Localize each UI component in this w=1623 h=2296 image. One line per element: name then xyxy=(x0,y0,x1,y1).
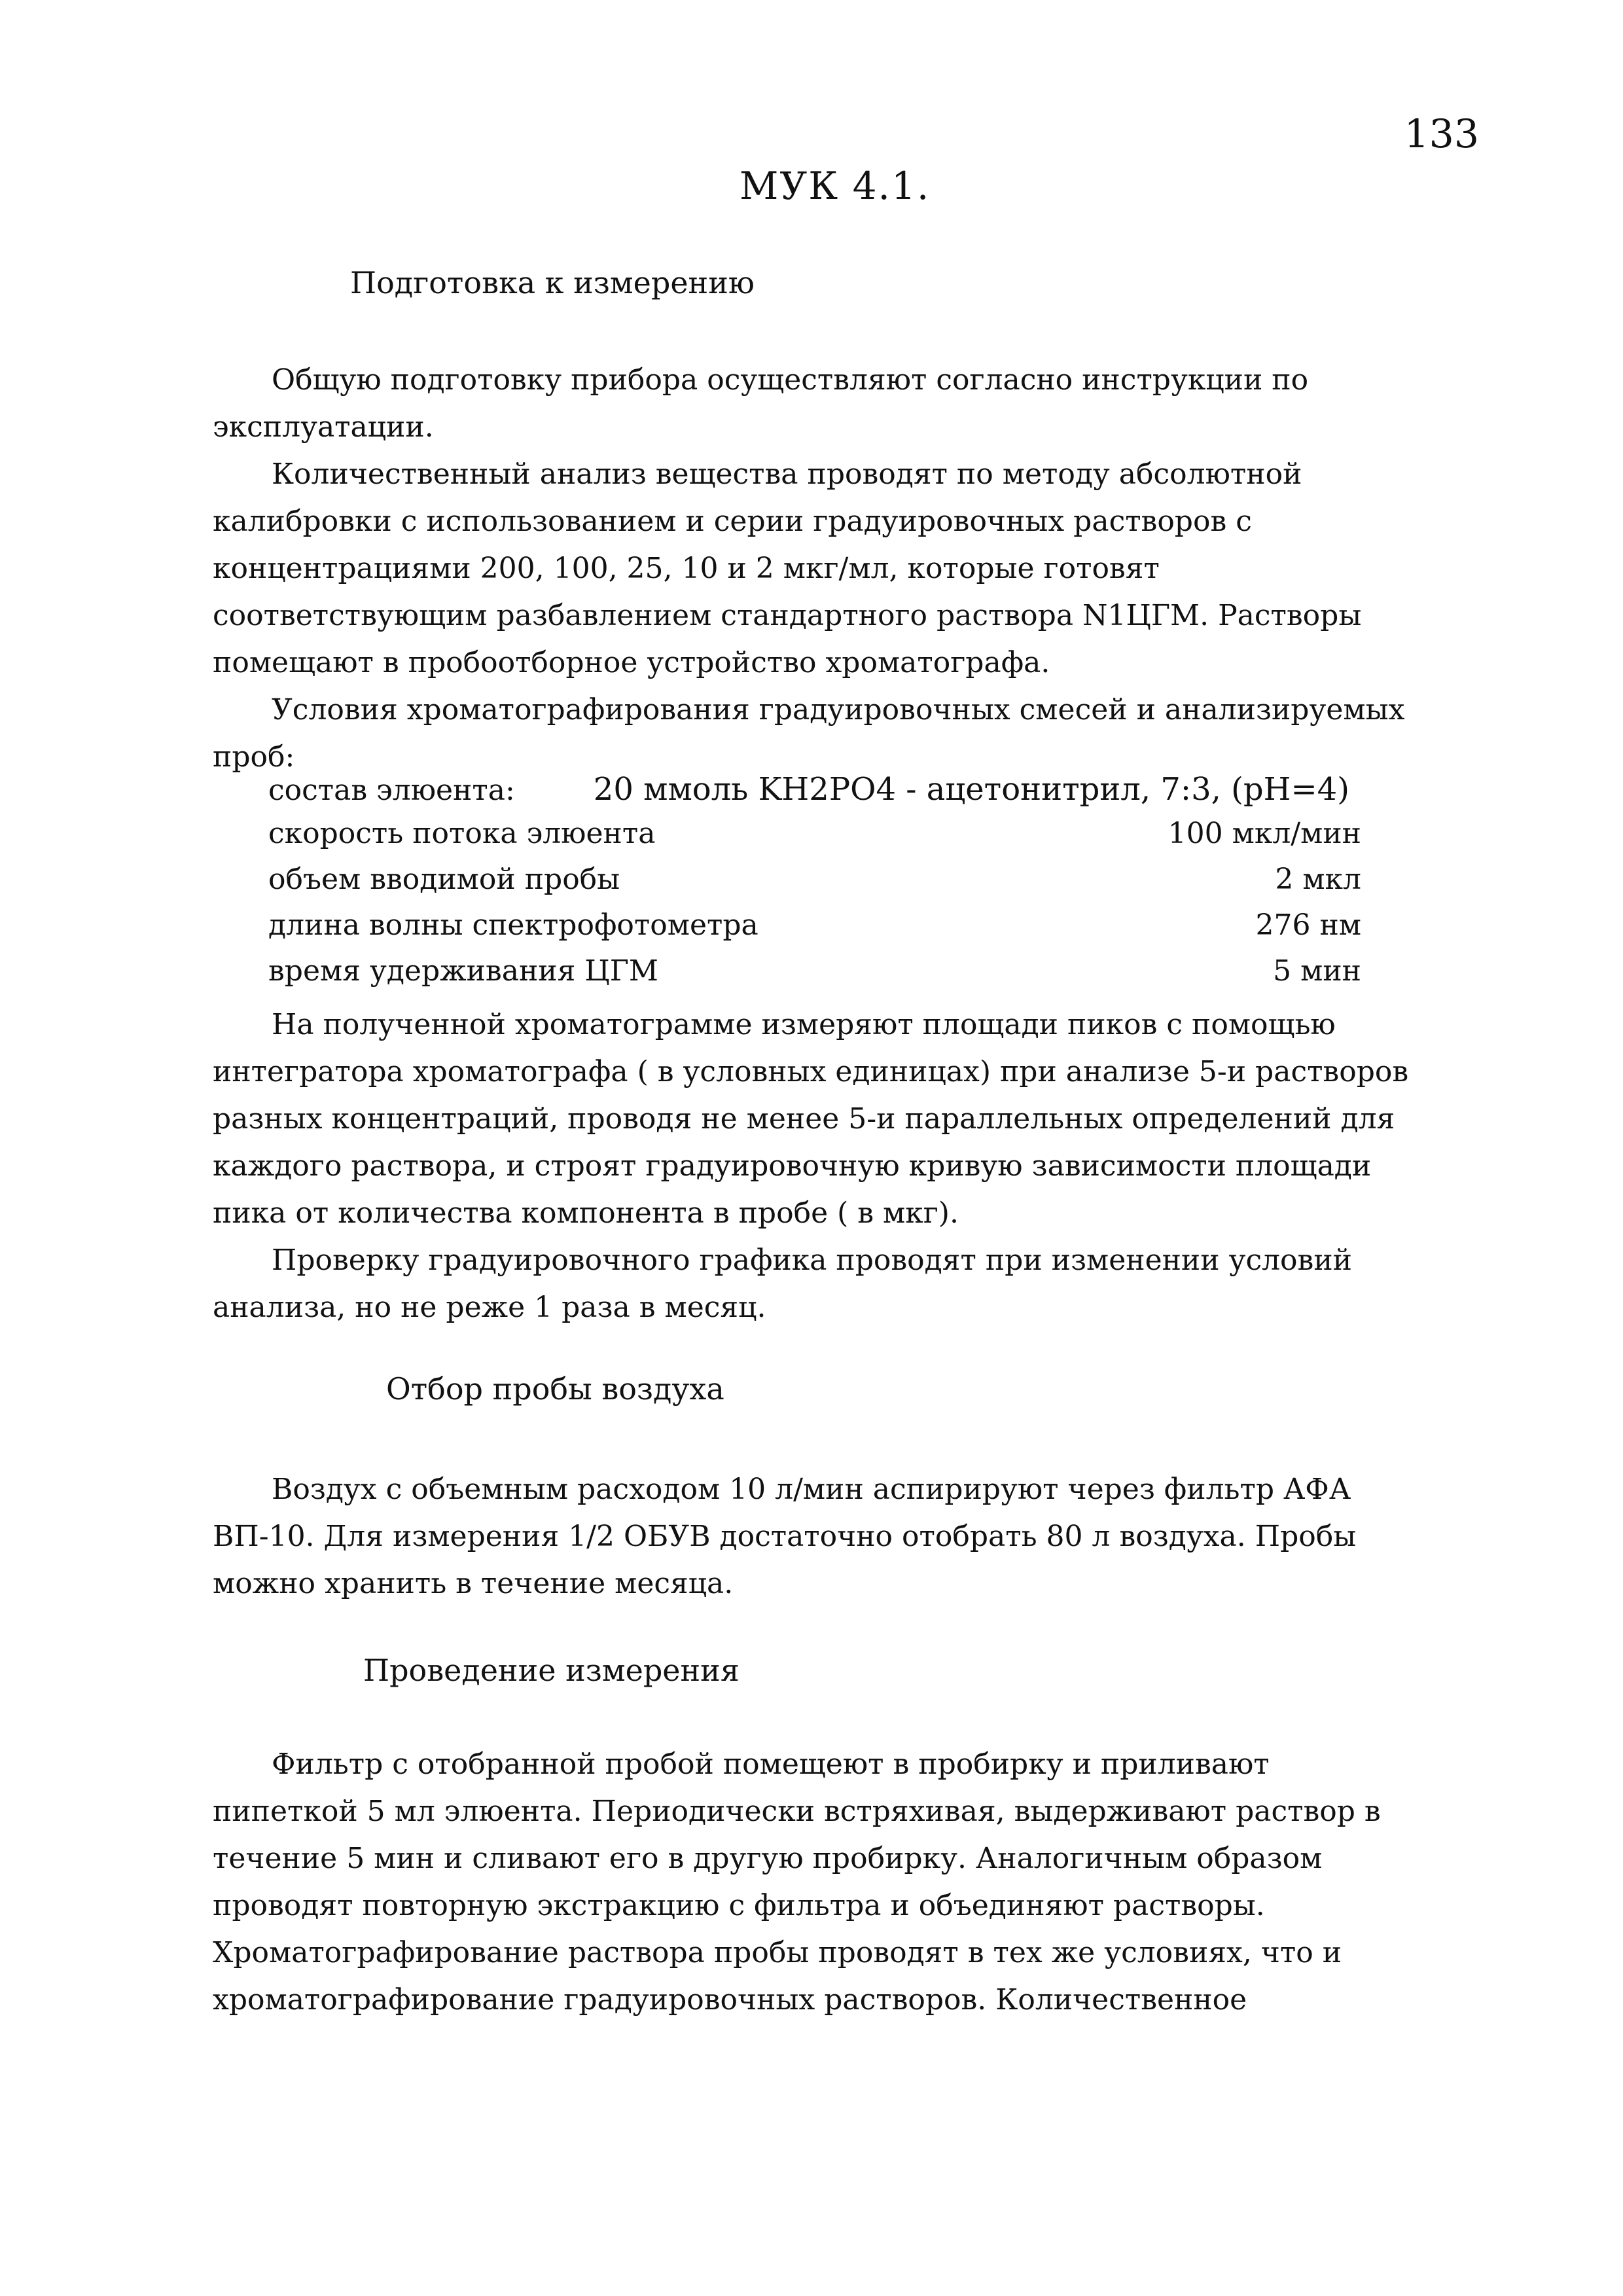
paragraph: Проверку градуировочного графика проводят при изменении условий анализа, но не реже 1 раза в месяц. xyxy=(213,1244,1352,1324)
condition-row xyxy=(268,771,1361,817)
condition-label: объем вводимой пробы xyxy=(268,863,620,896)
condition-label: скорость потока элюента xyxy=(268,817,656,850)
condition-label: состав элюента: xyxy=(268,774,515,807)
condition-row xyxy=(268,863,1361,908)
condition-value: 5 мин xyxy=(1273,954,1361,988)
condition-row xyxy=(268,817,1361,863)
paragraph: Количественный анализ вещества проводят по методу абсолютной калибровки с использованием и серии градуировочных растворов с концентрациями 200, 100, 25, 10 и 2 мкг/мл, которые готовят соответствующим разбавлением стандартного раствора N1ЦГМ. Растворы помещают в пробоотборное устройство хроматографа. xyxy=(213,457,1362,679)
document-code: МУК 4.1. xyxy=(740,164,931,208)
paragraph: Фильтр с отобранной пробой помещеют в пробирку и приливают пипеткой 5 мл элюента. Периодически встряхивая, выдерживают раствор в течение 5 мин и сливают его в другую пробирку. Аналогичным образом проводят повторную экстракцию с фильтра и объединяют растворы. Хроматографирование раствора пробы проводят в тех же условиях, что и хроматографирование градуировочных растворов. Количественное xyxy=(213,1748,1381,2017)
paragraph: На полученной хроматограмме измеряют площади пиков с помощью интегратора хроматографа ( в условных единицах) при анализе 5-и растворов разных концентраций, проводя не менее 5-и параллельных определений для каждого раствора, и строят градуировочную кривую зависимости площади пика от количества компонента в пробе ( в мкг). xyxy=(213,1008,1409,1230)
chromatography-conditions xyxy=(268,771,1361,1000)
condition-value: 100 мкл/мин xyxy=(1168,817,1361,850)
condition-row xyxy=(268,908,1361,954)
paragraph: Общую подготовку прибора осуществляют согласно инструкции по эксплуатации. xyxy=(213,363,1309,444)
condition-value: 20 ммоль KH2PO4 - ацетонитрил, 7:3, (pH=4) xyxy=(593,771,1349,808)
condition-label: длина волны спектрофотометра xyxy=(268,908,758,942)
condition-value: 276 нм xyxy=(1255,908,1361,942)
page-number: 133 xyxy=(1404,111,1479,157)
sampling-paragraphs xyxy=(213,1466,1410,1607)
condition-value: 2 мкл xyxy=(1275,863,1361,896)
paragraph: Воздух с объемным расходом 10 л/мин аспирируют через фильтр АФА ВП-10. Для измерения 1/2 ОБУВ достаточно отобрать 80 л воздуха. Пробы можно хранить в течение месяца. xyxy=(213,1473,1357,1600)
condition-label: время удерживания ЦГМ xyxy=(268,954,658,988)
preparation-paragraphs xyxy=(213,357,1410,781)
condition-row xyxy=(268,954,1361,1000)
paragraph: Условия хроматографирования градуировочных смесей и анализируемых проб: xyxy=(213,693,1405,774)
section-heading-sampling: Отбор пробы воздуха xyxy=(386,1371,724,1407)
preparation-after-conditions xyxy=(213,1001,1410,1331)
measurement-paragraphs xyxy=(213,1741,1410,2024)
section-heading-measurement: Проведение измерения xyxy=(363,1653,740,1688)
section-heading-preparation: Подготовка к измерению xyxy=(350,265,755,300)
